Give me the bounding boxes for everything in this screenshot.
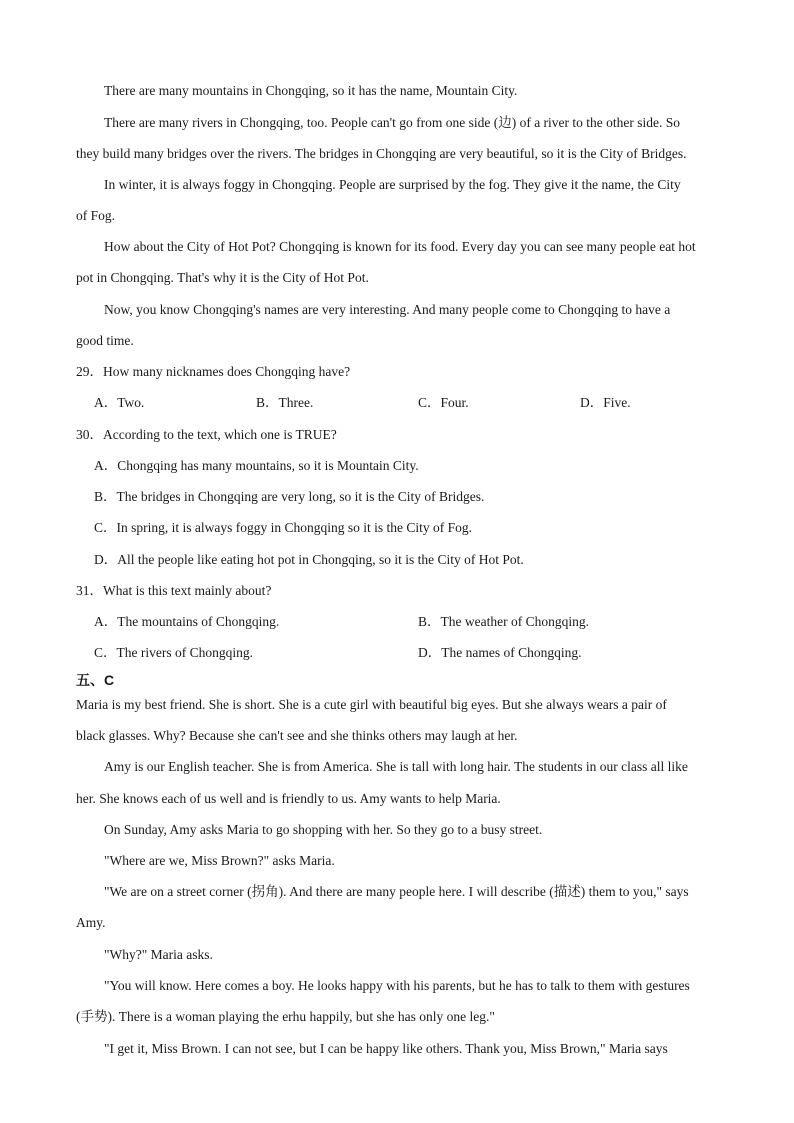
section-c-paragraph-7-line-1: "You will know. Here comes a boy. He looks happy with his parents, but he has to talk to them with gestures bbox=[104, 978, 690, 993]
question-29-stem: 29．How many nicknames does Chongqing have? bbox=[76, 364, 351, 379]
question-31-option-d: D．The names of Chongqing. bbox=[418, 645, 582, 660]
question-30-stem: 30．According to the text, which one is TRUE? bbox=[76, 427, 337, 442]
question-29-option-d: D．Five. bbox=[580, 395, 631, 410]
section-c-paragraph-5-line-2: Amy. bbox=[76, 915, 106, 930]
section-c-paragraph-5-line-1: "We are on a street corner (拐角). And there are many people here. I will describe (描述) them to you," says bbox=[104, 884, 689, 899]
question-31-option-c: C．The rivers of Chongqing. bbox=[94, 645, 253, 660]
question-30-option-a: A．Chongqing has many mountains, so it is Mountain City. bbox=[94, 458, 419, 473]
section-c-heading: 五、C bbox=[76, 672, 115, 688]
section-c-paragraph-3: On Sunday, Amy asks Maria to go shopping with her. So they go to a busy street. bbox=[104, 822, 543, 837]
section-c-paragraph-8-line-1: "I get it, Miss Brown. I can not see, but I can be happy like others. Thank you, Miss Brown," Maria says bbox=[104, 1041, 668, 1056]
passage-paragraph-5-line-1: Now, you know Chongqing's names are very interesting. And many people come to Chongqing to have a bbox=[104, 302, 671, 317]
passage-paragraph-4-line-1: How about the City of Hot Pot? Chongqing is known for its food. Every day you can see many people eat hot bbox=[104, 239, 696, 254]
section-c-paragraph-6: "Why?" Maria asks. bbox=[104, 947, 213, 962]
question-31-option-b: B．The weather of Chongqing. bbox=[418, 614, 589, 629]
passage-paragraph-1: There are many mountains in Chongqing, so it has the name, Mountain City. bbox=[104, 83, 518, 98]
section-c-paragraph-1-line-2: black glasses. Why? Because she can't see and she thinks others may laugh at her. bbox=[76, 728, 518, 743]
question-30-option-c: C．In spring, it is always foggy in Chongqing so it is the City of Fog. bbox=[94, 520, 473, 535]
passage-paragraph-4-line-2: pot in Chongqing. That's why it is the City of Hot Pot. bbox=[76, 270, 369, 285]
section-c-paragraph-2-line-2: her. She knows each of us well and is friendly to us. Amy wants to help Maria. bbox=[76, 791, 501, 806]
passage-paragraph-3-line-2: of Fog. bbox=[76, 208, 116, 223]
passage-paragraph-3-line-1: In winter, it is always foggy in Chongqing. People are surprised by the fog. They give it the name, the City bbox=[104, 177, 681, 192]
passage-paragraph-2-line-2: they build many bridges over the rivers. The bridges in Chongqing are very beautiful, so it is the City of Bridges. bbox=[76, 146, 687, 161]
section-c-paragraph-7-line-2: (手势). There is a woman playing the erhu happily, but she has only one leg." bbox=[76, 1009, 495, 1024]
question-29-option-c: C．Four. bbox=[418, 395, 469, 410]
section-c-paragraph-4: "Where are we, Miss Brown?" asks Maria. bbox=[104, 853, 335, 868]
question-29-option-b: B．Three. bbox=[256, 395, 314, 410]
passage-paragraph-5-line-2: good time. bbox=[76, 333, 134, 348]
question-30-option-b: B．The bridges in Chongqing are very long, so it is the City of Bridges. bbox=[94, 489, 485, 504]
section-c-paragraph-1-line-1: Maria is my best friend. She is short. She is a cute girl with beautiful big eyes. But she always wears a pair of bbox=[76, 697, 667, 712]
question-31-stem: 31．What is this text mainly about? bbox=[76, 583, 272, 598]
question-31-option-a: A．The mountains of Chongqing. bbox=[94, 614, 280, 629]
question-30-option-d: D．All the people like eating hot pot in Chongqing, so it is the City of Hot Pot. bbox=[94, 552, 524, 567]
question-29-option-a: A．Two. bbox=[94, 395, 145, 410]
section-c-paragraph-2-line-1: Amy is our English teacher. She is from America. She is tall with long hair. The students in our class all like bbox=[104, 759, 688, 774]
passage-paragraph-2-line-1: There are many rivers in Chongqing, too. People can't go from one side (边) of a river to the other side. So bbox=[104, 115, 681, 130]
